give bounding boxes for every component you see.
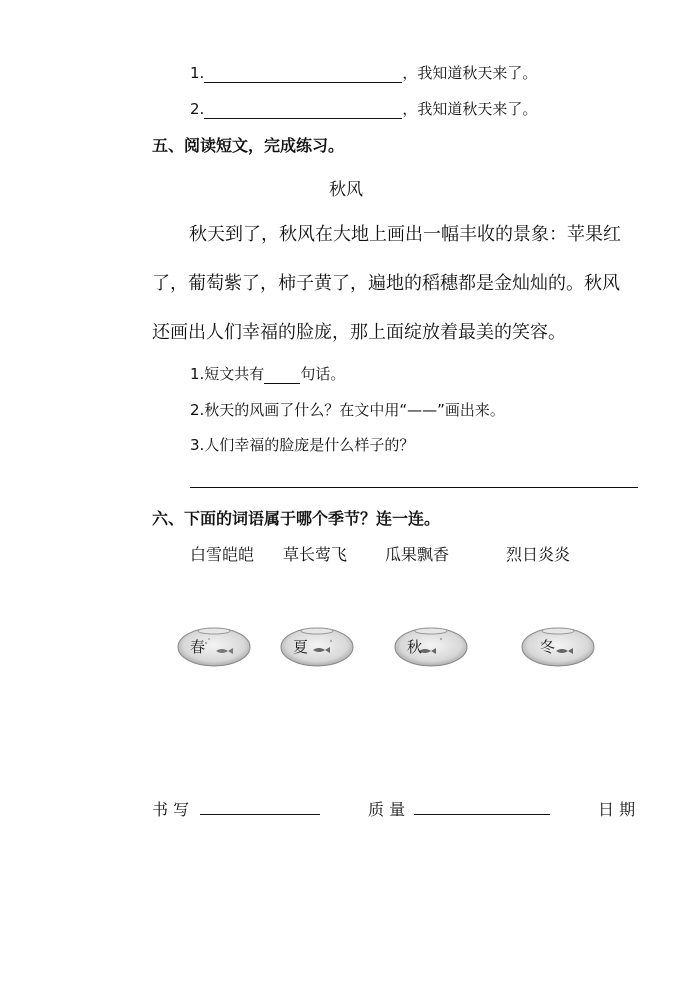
word-card[interactable]: 白雪皑皑 bbox=[190, 545, 255, 564]
fish-bowl-icon[interactable] bbox=[279, 625, 355, 667]
section-heading-6: 六、下面的词语属于哪个季节？连一连。 bbox=[152, 509, 441, 528]
word-card[interactable]: 烈日炎炎 bbox=[506, 545, 571, 564]
footer-date-label: 日 期 bbox=[598, 800, 636, 819]
fish-bowl-icon[interactable] bbox=[520, 625, 596, 667]
season-label-spring: 春 bbox=[190, 638, 206, 656]
word-card[interactable]: 瓜果飘香 bbox=[385, 545, 450, 564]
passage-title: 秋风 bbox=[329, 180, 363, 200]
question-text: 1.短文共有 bbox=[190, 365, 265, 383]
answer-blank[interactable] bbox=[204, 66, 402, 83]
footer-writing-label: 书 写 bbox=[152, 800, 190, 819]
question-2: 2.秋天的风画了什么？在文中用“——”画出来。 bbox=[190, 401, 505, 419]
fish-bowl-icon[interactable] bbox=[176, 625, 252, 667]
line-number: 1. bbox=[190, 64, 205, 82]
passage-line-2: 了，葡萄紫了，柿子黄了，遍地的稻穗都是金灿灿的。秋风 bbox=[152, 273, 620, 294]
word-card[interactable]: 草长莺飞 bbox=[283, 545, 348, 564]
question-text: 句话。 bbox=[300, 365, 346, 383]
quality-score-blank[interactable] bbox=[414, 814, 550, 815]
line-number: 2. bbox=[190, 100, 205, 118]
fill-line-2 bbox=[190, 98, 537, 119]
fish-bowl-icon[interactable] bbox=[393, 625, 469, 667]
season-label-summer: 夏 bbox=[293, 638, 309, 656]
writing-score-blank[interactable] bbox=[200, 814, 320, 815]
answer-blank[interactable] bbox=[264, 367, 300, 384]
fill-line-1 bbox=[190, 62, 537, 83]
answer-line[interactable] bbox=[190, 487, 638, 488]
passage-line-3: 还画出人们幸福的脸庞，那上面绽放着最美的笑容。 bbox=[152, 322, 566, 343]
section-heading-5: 五、阅读短文，完成练习。 bbox=[152, 136, 345, 155]
question-1 bbox=[190, 363, 345, 384]
line-text: ，我知道秋天来了。 bbox=[402, 100, 538, 118]
answer-blank[interactable] bbox=[204, 102, 402, 119]
question-3: 3.人们幸福的脸庞是什么样子的？ bbox=[190, 436, 415, 454]
line-text: ，我知道秋天来了。 bbox=[402, 64, 538, 82]
season-label-autumn: 秋 bbox=[407, 638, 423, 656]
passage-line-1: 秋天到了，秋风在大地上画出一幅丰收的景象：苹果红 bbox=[189, 224, 621, 245]
season-label-winter: 冬 bbox=[540, 638, 556, 656]
footer-quality-label: 质 量 bbox=[368, 800, 406, 819]
